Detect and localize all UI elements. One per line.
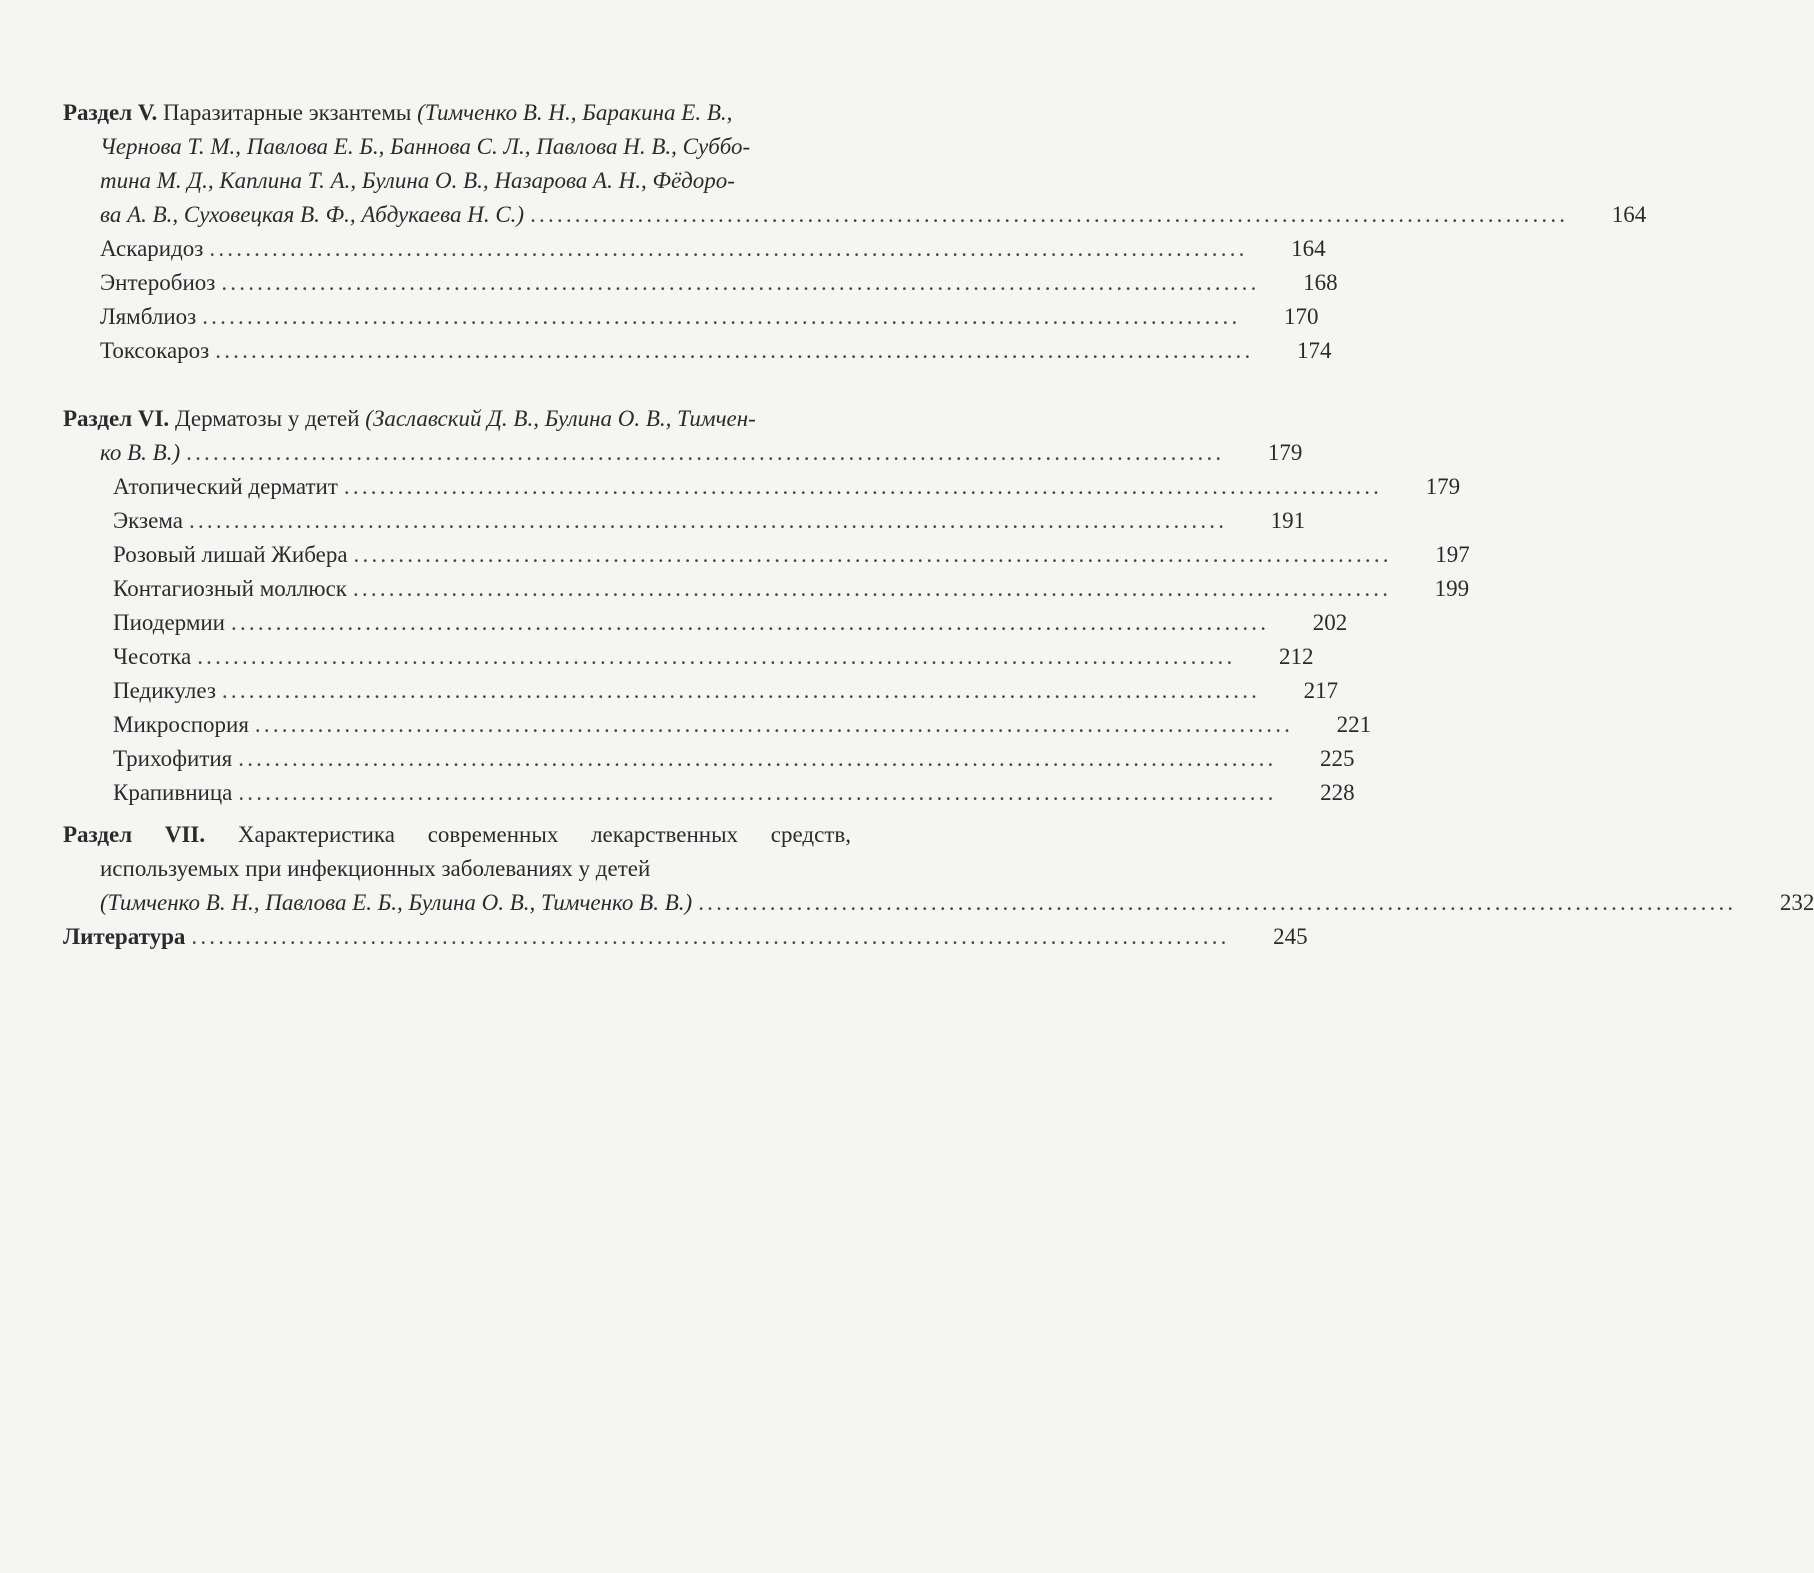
page-number: 202 xyxy=(1312,610,1348,635)
toc-item-label: Лямблиоз xyxy=(100,304,197,329)
toc-item[interactable] xyxy=(63,470,1461,504)
leader-dots: .................................................................................................................... xyxy=(188,508,1228,533)
literature-label: Литература xyxy=(63,924,186,949)
page-number: 179 xyxy=(1425,474,1461,499)
leader-dots: .................................................................................................................... xyxy=(352,576,1392,601)
section-vi-entry[interactable] xyxy=(63,436,1303,470)
toc-item-label: Педикулез xyxy=(113,678,216,703)
section-vi-title: Дерматозы у детей xyxy=(174,406,360,431)
leader-dots: .................................................................................................................... xyxy=(215,338,1254,363)
toc-item-label: Крапивница xyxy=(113,780,233,805)
section-vi-authors-1: (Заславский Д. В., Булина О. В., Тимчен- xyxy=(365,406,756,431)
leader-dots: .................................................................................................................... xyxy=(197,644,1236,669)
toc-item[interactable] xyxy=(63,300,1319,334)
toc-item[interactable] xyxy=(63,572,1470,606)
toc-item[interactable] xyxy=(63,538,1470,572)
page-number: 228 xyxy=(1320,780,1355,805)
toc-item[interactable] xyxy=(63,606,1348,640)
leader-dots: .................................................................................................................... xyxy=(186,440,1225,465)
leader-dots: .................................................................................................................... xyxy=(530,202,1569,227)
section-vi-heading-line xyxy=(63,402,935,436)
leader-dots: .................................................................................................................... xyxy=(209,236,1248,261)
leader-dots: .................................................................................................................... xyxy=(698,890,1737,915)
page-number: 225 xyxy=(1319,746,1355,771)
toc-item-label: Чесотка xyxy=(113,644,192,669)
toc-item-label: Экзема xyxy=(113,508,183,533)
section-v-title: Паразитарные экзантемы xyxy=(163,100,412,125)
toc-item[interactable] xyxy=(63,504,1306,538)
section-vi-authors-2: ко В. В.) xyxy=(100,440,181,465)
leader-dots: .................................................................................................................... xyxy=(238,746,1277,771)
page-number: 199 xyxy=(1434,576,1470,601)
page-number: 197 xyxy=(1435,542,1470,567)
leader-dots: .................................................................................................................... xyxy=(221,678,1261,703)
page-number: 179 xyxy=(1267,440,1303,465)
toc-item-label: Розовый лишай Жибера xyxy=(113,542,348,567)
page-number: 164 xyxy=(1291,236,1326,261)
leader-dots: .................................................................................................................... xyxy=(238,780,1277,805)
table-of-contents xyxy=(63,96,1814,954)
section-v-authors-3: тина М. Д., Каплина Т. А., Булина О. В., Назарова А. Н., Фёдоро- xyxy=(100,168,735,193)
page-number: 221 xyxy=(1336,712,1372,737)
section-v-heading-line xyxy=(63,96,935,130)
leader-dots: .................................................................................................................... xyxy=(343,474,1383,499)
toc-item-label: Атопический дерматит xyxy=(113,474,338,499)
toc-item[interactable] xyxy=(63,266,1338,300)
toc-item-label: Пиодермии xyxy=(113,610,225,635)
leader-dots: .................................................................................................................... xyxy=(231,610,1270,635)
section-vii-authors: (Тимченко В. Н., Павлова Е. Б., Булина О. В., Тимченко В. В.) xyxy=(100,890,693,915)
toc-item-label: Токсокароз xyxy=(100,338,210,363)
section-vii-heading-line xyxy=(63,818,851,852)
toc-item[interactable] xyxy=(63,232,1326,266)
section-vii-number: Раздел VII. xyxy=(63,822,206,847)
toc-item[interactable] xyxy=(63,334,1332,368)
page-number: 217 xyxy=(1303,678,1339,703)
toc-item[interactable] xyxy=(63,640,1314,674)
section-vii-title-2: используемых при инфекционных заболеваниях у детей xyxy=(100,856,651,881)
page-number: 212 xyxy=(1278,644,1314,669)
section-v-authors-1: (Тимченко В. Н., Баракина Е. В., xyxy=(417,100,733,125)
leader-dots: .................................................................................................................... xyxy=(202,304,1241,329)
leader-dots: .................................................................................................................... xyxy=(254,712,1294,737)
page-number: 168 xyxy=(1303,270,1338,295)
toc-item[interactable] xyxy=(63,708,1372,742)
toc-item-label: Трихофития xyxy=(113,746,233,771)
page-number: 232 xyxy=(1779,890,1814,915)
spacer xyxy=(63,810,935,818)
toc-item[interactable] xyxy=(63,742,1355,776)
leader-dots: .................................................................................................................... xyxy=(191,924,1230,949)
page-number: 174 xyxy=(1296,338,1332,363)
leader-dots: .................................................................................................................... xyxy=(221,270,1260,295)
section-vii-entry[interactable] xyxy=(63,886,1814,920)
page-number: 164 xyxy=(1611,202,1647,227)
section-v-number: Раздел V. xyxy=(63,100,158,125)
toc-item-label: Микроспория xyxy=(113,712,249,737)
section-v-entry[interactable] xyxy=(63,198,1647,232)
page-number: 170 xyxy=(1283,304,1319,329)
section-v-authors-2: Чернова Т. М., Павлова Е. Б., Баннова С. Л., Павлова Н. В., Суббо- xyxy=(100,134,751,159)
page-number: 191 xyxy=(1270,508,1306,533)
literature-entry[interactable] xyxy=(63,920,1308,954)
section-vii-title-1: Характеристика современных лекарственных средств, xyxy=(237,822,851,847)
section-vi-number: Раздел VI. xyxy=(63,406,170,431)
toc-item-label: Энтеробиоз xyxy=(100,270,216,295)
toc-item-label: Аскаридоз xyxy=(100,236,204,261)
page-number: 245 xyxy=(1273,924,1308,949)
toc-item[interactable] xyxy=(63,776,1355,810)
toc-item-label: Контагиозный моллюск xyxy=(113,576,347,601)
spacer xyxy=(63,368,935,402)
section-v-authors-4: ва А. В., Суховецкая В. Ф., Абдукаева Н. С.) xyxy=(100,202,525,227)
toc-item[interactable] xyxy=(63,674,1339,708)
leader-dots: .................................................................................................................... xyxy=(353,542,1392,567)
